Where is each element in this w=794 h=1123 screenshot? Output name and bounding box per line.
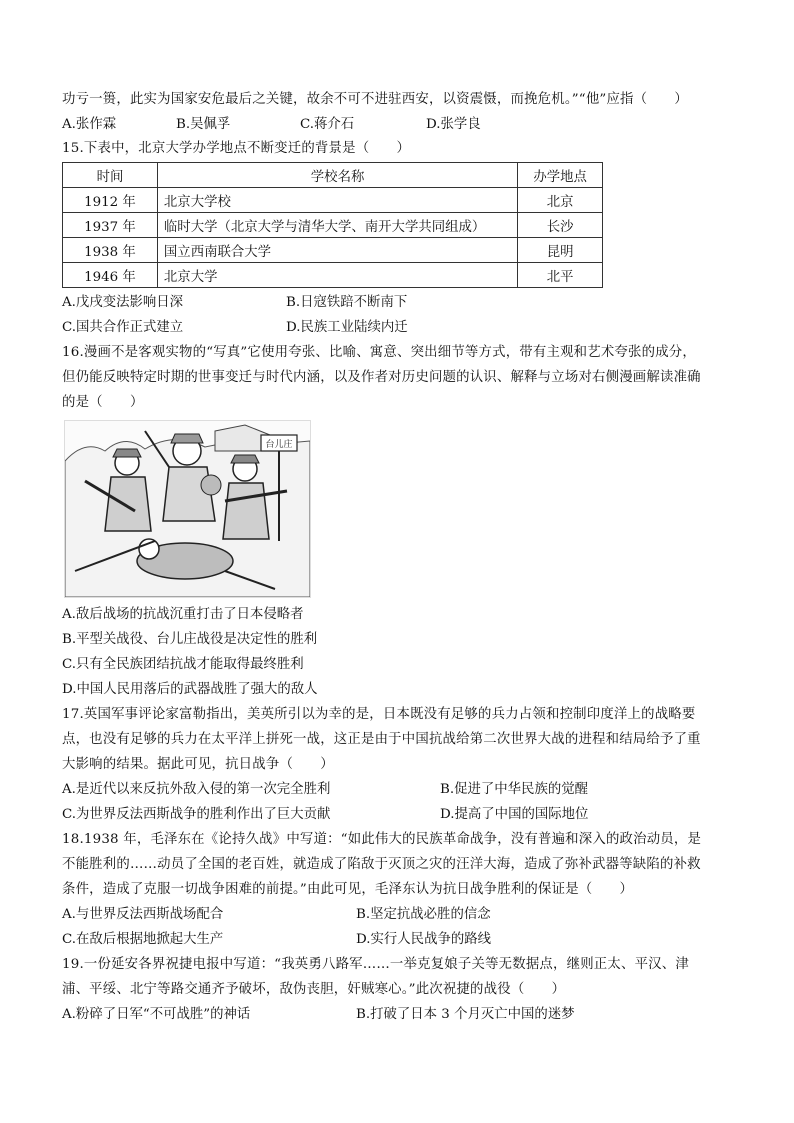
q15-option-a[interactable]: A.戊戌变法影响日深 — [62, 295, 184, 310]
q14-option-a[interactable]: A.张作霖 — [62, 117, 117, 132]
anti-japanese-war-cartoon — [64, 420, 311, 598]
q18-option-d[interactable]: D.实行人民战争的路线 — [356, 932, 492, 947]
q17-stem-line2: 点，也没有足够的兵力在太平洋上拼死一战，这正是由于中国抗战给第二次世界大战的进程和结局给予了重 — [62, 732, 701, 747]
q14-option-c[interactable]: C.蒋介石 — [300, 117, 355, 132]
q17-option-a[interactable]: A.是近代以来反抗外敌入侵的第一次完全胜利 — [62, 782, 331, 797]
q16-stem-line1: 16.漫画不是客观实物的“写真”它使用夸张、比喻、寓意、突出细节等方式，带有主观和艺术夸张的成分， — [62, 345, 696, 360]
table-cell: 1937 年 — [63, 213, 158, 238]
q15-option-c[interactable]: C.国共合作正式建立 — [62, 320, 184, 335]
q18-option-a[interactable]: A.与世界反法西斯战场配合 — [62, 907, 224, 922]
cartoon-sign-text: 台儿庄 — [265, 440, 293, 450]
q19-stem-line1: 19.一份延安各界祝捷电报中写道：“我英勇八路军……一举克复娘子关等无数据点，继则正太、平汉、津 — [62, 957, 689, 972]
q14-option-d[interactable]: D.张学良 — [426, 117, 481, 132]
q18-option-b[interactable]: B.坚定抗战必胜的信念 — [356, 907, 491, 922]
q18-option-c[interactable]: C.在敌后根据地掀起大生产 — [62, 932, 224, 947]
table-cell: 北京 — [518, 188, 603, 213]
q17-stem-line3: 大影响的结果。据此可见，抗日战争（ ） — [62, 757, 334, 772]
q15-stem: 15.下表中，北京大学办学地点不断变迁的背景是（ ） — [62, 141, 411, 156]
table-header-cell: 学校名称 — [157, 163, 517, 188]
q19-option-b[interactable]: B.打破了日本 3 个月灭亡中国的迷梦 — [356, 1007, 575, 1022]
table-cell: 1912 年 — [63, 188, 158, 213]
table-cell: 昆明 — [518, 238, 603, 263]
q16-option-b[interactable]: B.平型关战役、台儿庄战役是决定性的胜利 — [62, 632, 318, 647]
table-header-row — [63, 163, 603, 188]
table-row — [63, 213, 603, 238]
table-cell: 1938 年 — [63, 238, 158, 263]
q16-stem-line3: 的是（ ） — [62, 395, 144, 410]
cartoon-drawing — [65, 421, 310, 597]
table-cell: 1946 年 — [63, 263, 158, 288]
q15-table — [62, 162, 603, 288]
q16-option-a[interactable]: A.敌后战场的抗战沉重打击了日本侵略者 — [62, 607, 304, 622]
table-cell: 临时大学（北京大学与清华大学、南开大学共同组成） — [157, 213, 517, 238]
table-cell: 国立西南联合大学 — [157, 238, 517, 263]
q17-option-b[interactable]: B.促进了中华民族的觉醒 — [440, 782, 589, 797]
q16-option-d[interactable]: D.中国人民用落后的武器战胜了强大的敌人 — [62, 682, 318, 697]
q17-option-c[interactable]: C.为世界反法西斯战争的胜利作出了巨大贡献 — [62, 807, 331, 822]
q17-option-d[interactable]: D.提高了中国的国际地位 — [440, 807, 589, 822]
q19-stem-line2: 浦、平绥、北宁等路交通齐予破坏，敌伪丧胆，奸贼寒心。”此次祝捷的战役（ ） — [62, 982, 566, 997]
q16-stem-line2: 但仍能反映特定时期的世事变迁与时代内涵，以及作者对历史问题的认识、解释与立场对右侧漫画解读准确 — [62, 370, 701, 385]
q15-option-d[interactable]: D.民族工业陆续内迁 — [286, 320, 408, 335]
q18-stem-line2: 不能胜利的……动员了全国的老百姓，就造成了陷敌于灭顶之灾的汪洋大海，造成了弥补武器等缺陷的补救 — [62, 857, 701, 872]
table-row — [63, 238, 603, 263]
table-cell: 北平 — [518, 263, 603, 288]
table-header-cell: 时间 — [63, 163, 158, 188]
q16-option-c[interactable]: C.只有全民族团结抗战才能取得最终胜利 — [62, 657, 304, 672]
q19-option-a[interactable]: A.粉碎了日军“不可战胜”的神话 — [62, 1007, 251, 1022]
q14-stem-tail: 功亏一篑，此实为国家安危最后之关键，故余不可不进驻西安，以资震慑，而挽危机。”“他”应指（ ） — [62, 92, 689, 107]
q17-stem-line1: 17.英国军事评论家富勒指出，美英所引以为幸的是，日本既没有足够的兵力占领和控制印度洋上的战略要 — [62, 707, 696, 722]
table-cell: 北京大学校 — [157, 188, 517, 213]
table-header-cell: 办学地点 — [518, 163, 603, 188]
q18-stem-line1: 18.1938 年，毛泽东在《论持久战》中写道：“如此伟大的民族革命战争，没有普遍和深入的政治动员，是 — [62, 832, 702, 847]
table-cell: 长沙 — [518, 213, 603, 238]
table-row — [63, 188, 603, 213]
table-row — [63, 263, 603, 288]
table-cell: 北京大学 — [157, 263, 517, 288]
q15-option-b[interactable]: B.日寇铁踣不断南下 — [286, 295, 408, 310]
q14-option-b[interactable]: B.吴佩孚 — [176, 117, 231, 132]
q18-stem-line3: 条件，造成了克服一切战争困难的前提。”由此可见，毛泽东认为抗日战争胜利的保证是（ ） — [62, 882, 634, 897]
